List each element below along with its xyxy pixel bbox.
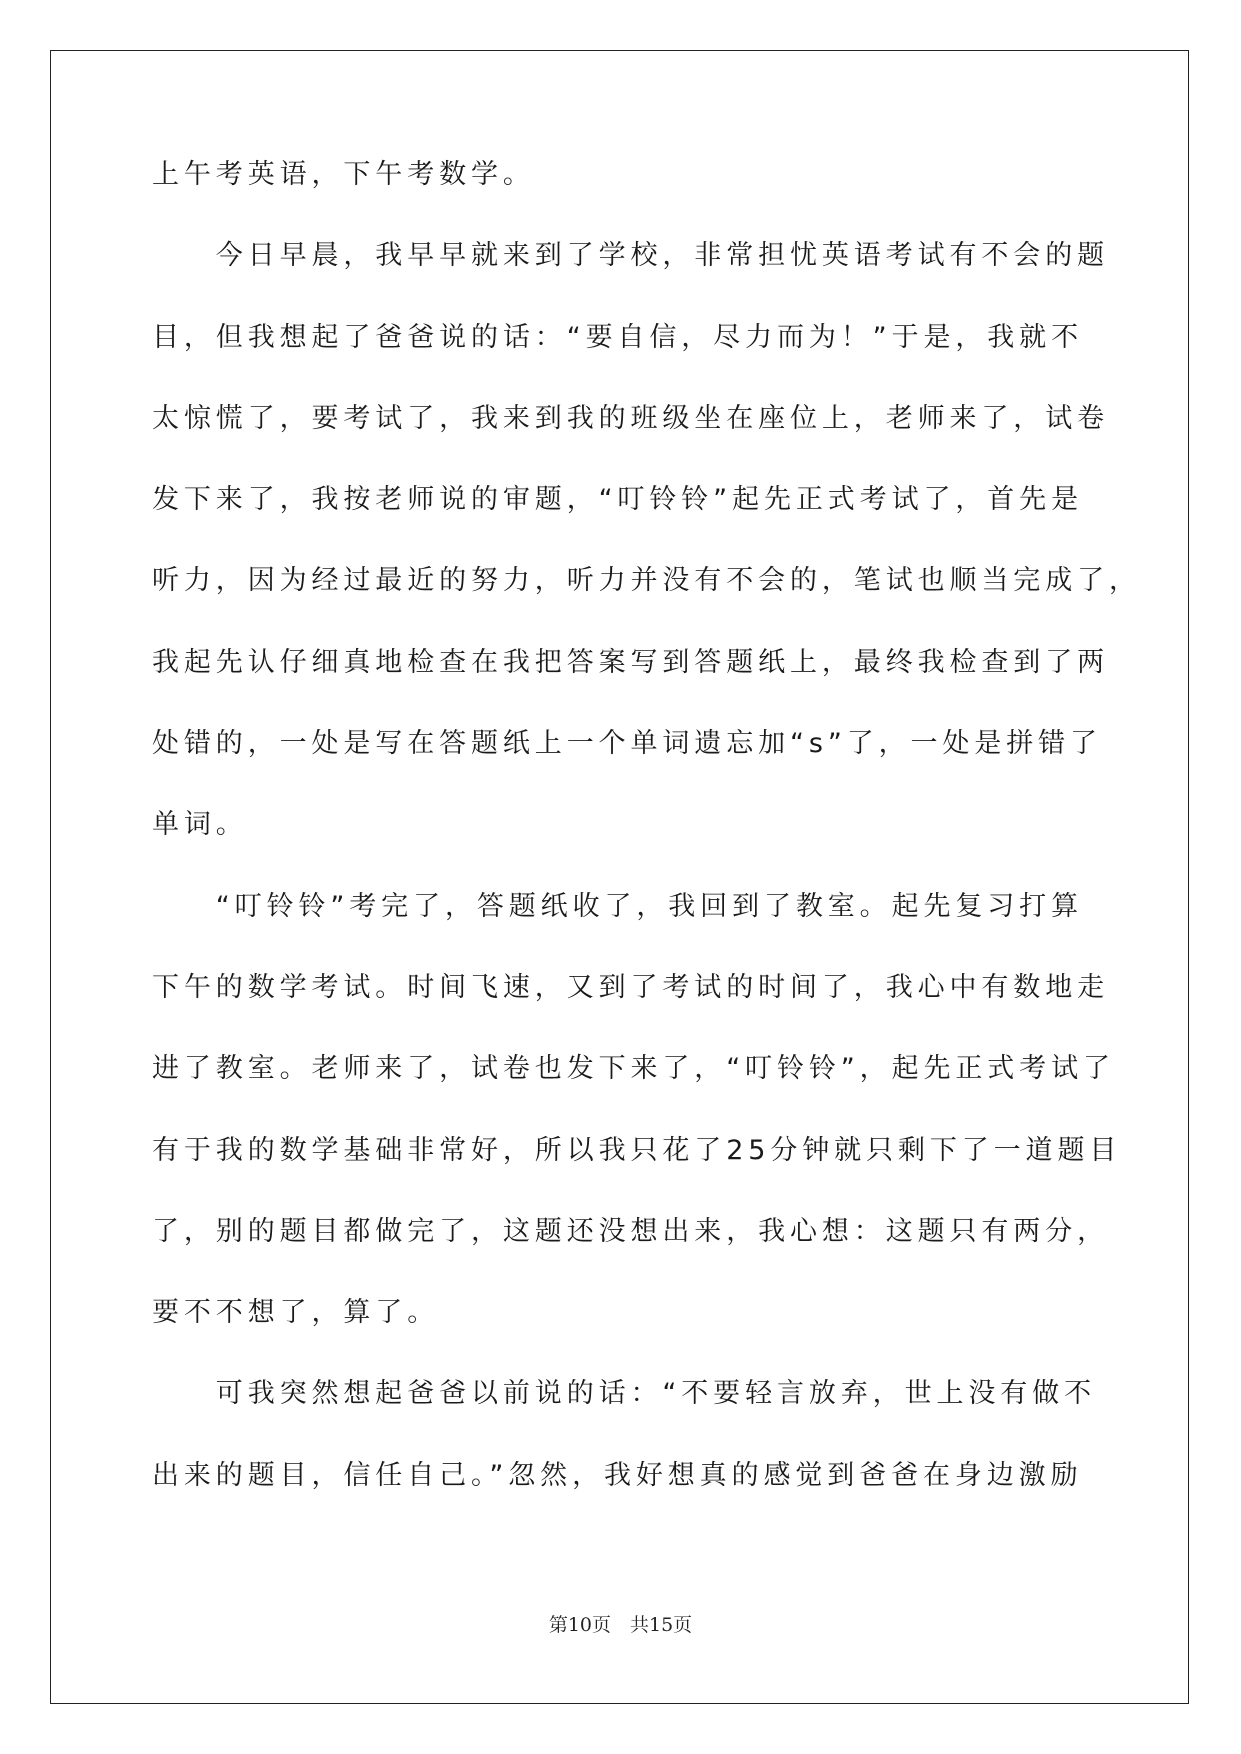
text-line: 目，但我想起了爸爸说的话：“要自信，尽力而为！”于是，我就不: [152, 321, 1083, 353]
document-body: [152, 159, 1141, 1542]
text-line: 单词。: [152, 809, 248, 841]
text-line: 今日早晨，我早早就来到了学校，非常担忧英语考试有不会的题: [152, 240, 1109, 272]
text-line: “叮铃铃”考完了，答题纸收了，我回到了教室。起先复习打算: [152, 890, 1083, 922]
text-line: 我起先认仔细真地检查在我把答案写到答题纸上，最终我检查到了两: [152, 646, 1109, 678]
text-line: 进了教室。老师来了，试卷也发下来了，“叮铃铃”，起先正式考试了: [152, 1053, 1115, 1085]
text-line: 要不不想了，算了。: [152, 1297, 440, 1329]
text-line: 下午的数学考试。时间飞速，又到了考试的时间了，我心中有数地走: [152, 971, 1109, 1003]
text-line: 太惊慌了，要考试了，我来到我的班级坐在座位上，老师来了，试卷: [152, 402, 1109, 434]
text-line: 听力，因为经过最近的努力，听力并没有不会的，笔试也顺当完成了，: [152, 565, 1141, 597]
text-line: 可我突然想起爸爸以前说的话：“不要轻言放弃，世上没有做不: [152, 1378, 1096, 1410]
text-line: 上午考英语，下午考数学。: [152, 159, 535, 190]
text-line: 有于我的数学基础非常好，所以我只花了25分钟就只剩下了一道题目: [152, 1134, 1122, 1166]
text-line: 出来的题目，信任自己。”忽然，我好想真的感觉到爸爸在身边激励: [152, 1459, 1083, 1491]
page-number-footer: 第10页 共15页: [548, 1614, 693, 1636]
text-line: 了，别的题目都做完了，这题还没想出来，我心想：这题只有两分，: [152, 1215, 1109, 1247]
text-line: 处错的，一处是写在答题纸上一个单词遗忘加“s”了，一处是拼错了: [152, 728, 1102, 760]
text-line: 发下来了，我按老师说的审题，“叮铃铃”起先正式考试了，首先是: [152, 484, 1083, 516]
